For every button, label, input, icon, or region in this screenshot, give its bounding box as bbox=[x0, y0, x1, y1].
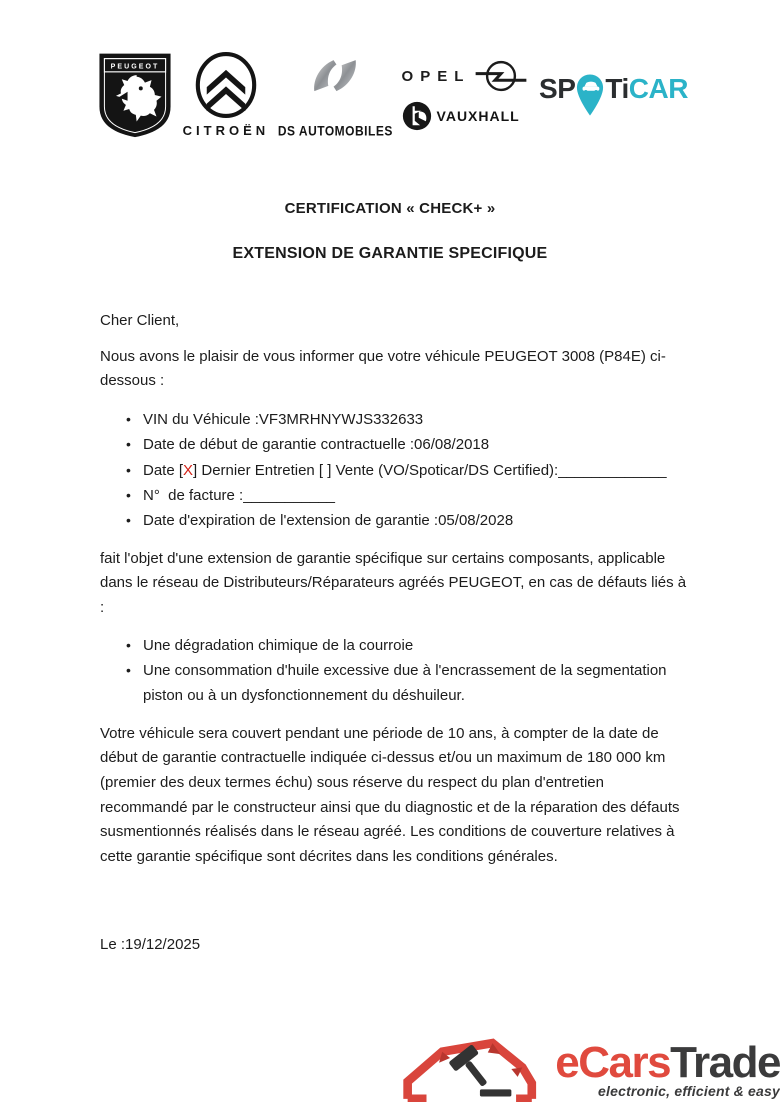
opel-logo bbox=[402, 59, 531, 93]
spoticar-ti-text: Ti bbox=[605, 73, 629, 104]
spoticar-sp-text: SP bbox=[539, 73, 576, 104]
ds-wordmark: DS AUTOMOBILES bbox=[277, 122, 393, 140]
warranty-start-item: • Date de début de garantie contractuelle :06/08/2018 bbox=[100, 432, 688, 457]
peugeot-logo bbox=[96, 52, 174, 138]
citroen-logo bbox=[183, 52, 270, 138]
coverage-terms-paragraph: Votre véhicule sera couvert pendant une période de 10 ans, à compter de la date de début de garantie contractuelle indiquée ci-dessus et/ou un maximum de 180 000 km (premier des deux termes échu) sous réserve du respect du plan d'entretien recommandé par le constructeur ainsi que du diagnostic et de la réparation des défauts susmentionnés réalisés dans le réseau agréé. Les conditions de couverture relatives à cette garantie spécifique sont décrites dans les conditions générales. bbox=[100, 724, 684, 865]
vauxhall-griffin-icon bbox=[402, 101, 432, 131]
spoticar-logo bbox=[539, 73, 688, 117]
defects-list bbox=[100, 633, 688, 709]
checkbox-x-mark: X bbox=[183, 461, 194, 479]
defect-item: • Une consommation d'huile excessive due à l'encrassement de la segmentation piston ou à un dysfonctionnement du déshuileur. bbox=[100, 658, 688, 709]
invoice-number-item: • N° de facture :___________ bbox=[100, 483, 688, 508]
coverage-intro-paragraph: fait l'objet d'une extension de garantie spécifique sur certains composants, applicable dans le réseau de Distributeurs/Réparateurs agréés PEUGEOT, en cas de défauts liés à : bbox=[100, 549, 691, 616]
ds-monogram-icon bbox=[304, 52, 366, 108]
brand-logo-row bbox=[0, 0, 780, 140]
vauxhall-logo bbox=[402, 101, 531, 131]
salutation: Cher Client, bbox=[100, 312, 180, 329]
defect-item: • Une dégradation chimique de la courroie bbox=[100, 633, 688, 658]
ecarstrade-logo bbox=[401, 1036, 780, 1102]
opel-wordmark: OPEL bbox=[401, 67, 471, 85]
ecarstrade-tagline: electronic, efficient & easy bbox=[598, 1082, 780, 1099]
date-type-item: • Date [X] Dernier Entretien [ ] Vente (VO/Spoticar/DS Certified):_____________ bbox=[100, 458, 688, 483]
vin-item: • VIN du Véhicule :VF3MRHNYWJS332633 bbox=[100, 407, 688, 432]
opel-blitz-icon bbox=[472, 59, 530, 93]
citroen-chevrons-icon bbox=[195, 52, 257, 118]
ecarstrade-wordmark bbox=[555, 1037, 780, 1099]
letter-body bbox=[100, 309, 691, 958]
ecarstrade-car-gavel-icon bbox=[401, 1036, 551, 1102]
warranty-extension-title: EXTENSION DE GARANTIE SPECIFIQUE bbox=[232, 245, 548, 262]
peugeot-wordmark: PEUGEOT bbox=[110, 63, 160, 71]
spoticar-pin-icon bbox=[576, 73, 604, 117]
ds-logo bbox=[278, 52, 393, 138]
warranty-expiry-item: • Date d'expiration de l'extension de garantie :05/08/2028 bbox=[100, 508, 688, 533]
citroen-wordmark: CITROËN bbox=[182, 123, 270, 138]
ecars-text: eCars bbox=[555, 1037, 671, 1087]
opel-vauxhall-logos bbox=[402, 59, 531, 131]
spoticar-car-text: CAR bbox=[628, 73, 688, 104]
peugeot-shield-icon bbox=[96, 52, 174, 138]
trade-text: Trade bbox=[670, 1037, 780, 1087]
letter-date: Le :19/12/2025 bbox=[100, 936, 201, 954]
vauxhall-wordmark: VAUXHALL bbox=[436, 108, 520, 124]
vehicle-details-list bbox=[100, 407, 688, 534]
certification-title: CERTIFICATION « CHECK+ » bbox=[284, 200, 496, 217]
intro-paragraph: Nous avons le plaisir de vous informer que votre véhicule PEUGEOT 3008 (P84E) ci-dessous : bbox=[100, 347, 666, 390]
